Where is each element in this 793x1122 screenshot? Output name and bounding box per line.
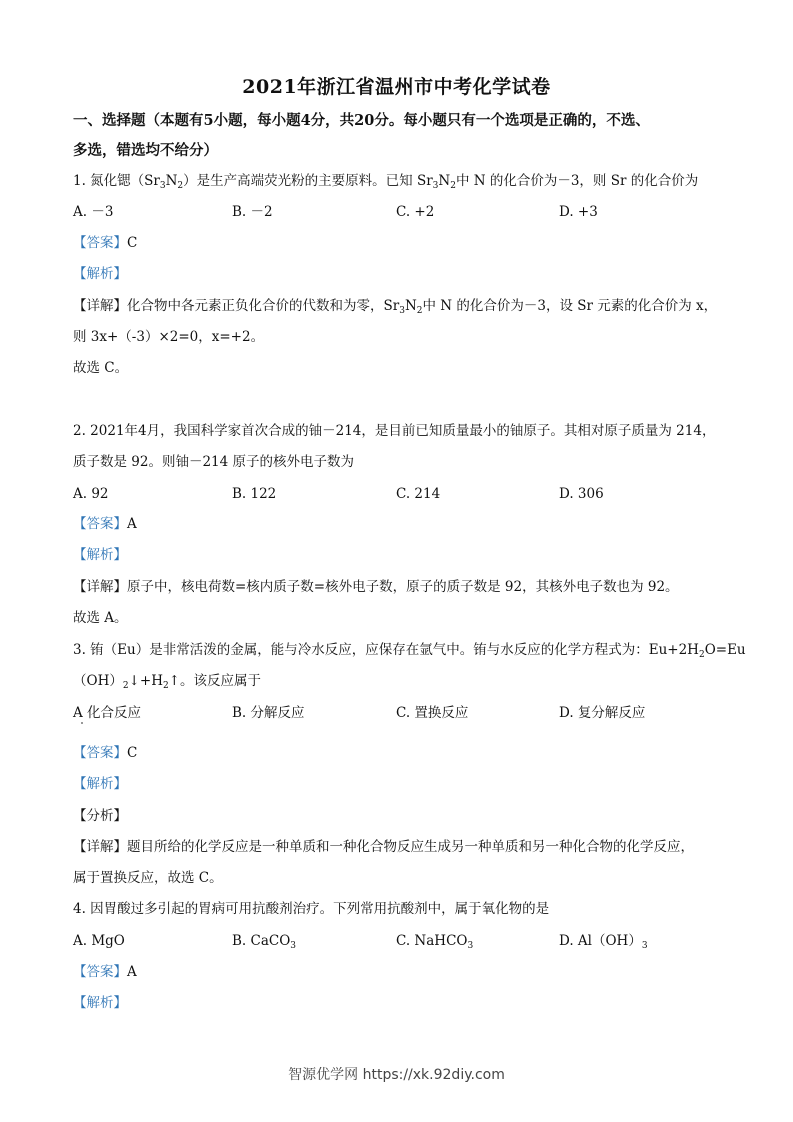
answer-tag: 【答案】 bbox=[73, 745, 127, 761]
q3-option-a: A 化合反应 bbox=[73, 705, 142, 721]
analysis-tag: 【解析】 bbox=[73, 266, 127, 282]
section-heading-line1: 一、选择题（本题有5小题，每小题4分，共20分。每小题只有一个选项是正确的，不选、 bbox=[73, 112, 650, 129]
q2-option-c: C. 214 bbox=[396, 486, 441, 502]
q4-option-b: B. CaCO$_3$ bbox=[232, 933, 297, 951]
q3-detail-line2: 属于置换反应，故选 C。 bbox=[73, 870, 223, 886]
q1-option-c: C. +2 bbox=[396, 204, 435, 220]
q1-stem: 1. 氮化锶$(Sr_3N_2)$是生产高端荧光粉的主要原料。已知 $Sr_3N_2$中 N 的化合价为－3，则 Sr 的化合价为 bbox=[73, 173, 699, 191]
q3-fenxi: 【分析】 bbox=[73, 808, 127, 824]
q2-option-a: A. 92 bbox=[73, 486, 109, 502]
page-title: 2021年浙江省温州市中考化学试卷 bbox=[242, 76, 551, 98]
analysis-tag: 【解析】 bbox=[73, 995, 127, 1011]
q2-option-d: D. 306 bbox=[559, 486, 604, 502]
q2-option-b: B. 122 bbox=[232, 486, 277, 502]
q1-option-b: B. －2 bbox=[232, 204, 273, 220]
section-heading-line2: 多选，错选均不给分） bbox=[73, 142, 218, 159]
q1-detail: 【详解】化合物中各元素正负化合价的代数和为零，$Sr_3N_2$中 N 的化合价为－3，设 Sr 元素的化合价为 x， bbox=[73, 298, 718, 316]
answer-tag: 【答案】 bbox=[73, 516, 127, 532]
q2-analysis bbox=[73, 546, 127, 564]
analysis-tag: 【解析】 bbox=[73, 547, 127, 563]
answer-tag: 【答案】 bbox=[73, 964, 127, 980]
q2-answer: 【答案】A bbox=[73, 516, 137, 532]
analysis-tag: 【解析】 bbox=[73, 776, 127, 792]
footer-watermark: 智源优学网 https://xk.92diy.com bbox=[288, 1067, 505, 1083]
q2-conclusion: 故选 A。 bbox=[73, 610, 128, 626]
q1-answer: 【答案】C bbox=[73, 235, 138, 251]
q4-stem: 4. 因胃酸过多引起的胃病可用抗酸剂治疗。下列常用抗酸剂中，属于氧化物的是 bbox=[73, 901, 550, 917]
q4-analysis bbox=[73, 994, 127, 1012]
q4-answer: 【答案】A bbox=[73, 964, 137, 980]
q3-option-d: D. 复分解反应 bbox=[559, 705, 646, 721]
q1-option-d: D. +3 bbox=[559, 204, 598, 220]
q2-stem-line2: 质子数是 92。则铀－214 原子的核外电子数为 bbox=[73, 454, 355, 470]
q3-analysis bbox=[73, 775, 127, 793]
q4-option-c: C. NaHCO$_3$ bbox=[396, 933, 474, 951]
q3-option-c: C. 置换反应 bbox=[396, 705, 469, 721]
stray-mark bbox=[81, 722, 83, 724]
q4-option-a: A. MgO bbox=[73, 933, 125, 949]
q1-conclusion: 故选 C。 bbox=[73, 360, 129, 376]
q4-option-d: D. $Al(OH)_3$ bbox=[559, 933, 648, 951]
q2-stem-line1: 2. 2021年4月，我国科学家首次合成的铀－214，是目前已知质量最小的铀原子。其相对原子质量为 214， bbox=[73, 423, 716, 439]
q3-answer: 【答案】C bbox=[73, 745, 138, 761]
q1-option-a: A. －3 bbox=[73, 204, 114, 220]
q3-stem-line2: $(OH)_2↓+H_2↑$。该反应属于 bbox=[73, 673, 262, 691]
q3-detail: 【详解】题目所给的化学反应是一种单质和一种化合物反应生成另一种单质和另一种化合物的化学反应， bbox=[73, 839, 694, 855]
q3-option-b: B. 分解反应 bbox=[232, 705, 305, 721]
q1-detail-line2: 则 3x+（-3）×2=0，x=+2。 bbox=[73, 329, 265, 345]
q3-stem-line1: 3. 铕（Eu）是非常活泼的金属，能与冷水反应，应保存在氩气中。铕与水反应的化学方程式为：$Eu+2H_2O=Eu$ bbox=[73, 642, 746, 660]
answer-tag: 【答案】 bbox=[73, 235, 127, 251]
q1-analysis bbox=[73, 265, 127, 283]
q2-detail: 【详解】原子中，核电荷数=核内质子数=核外电子数，原子的质子数是 92，其核外电子数也为 92。 bbox=[73, 579, 679, 595]
